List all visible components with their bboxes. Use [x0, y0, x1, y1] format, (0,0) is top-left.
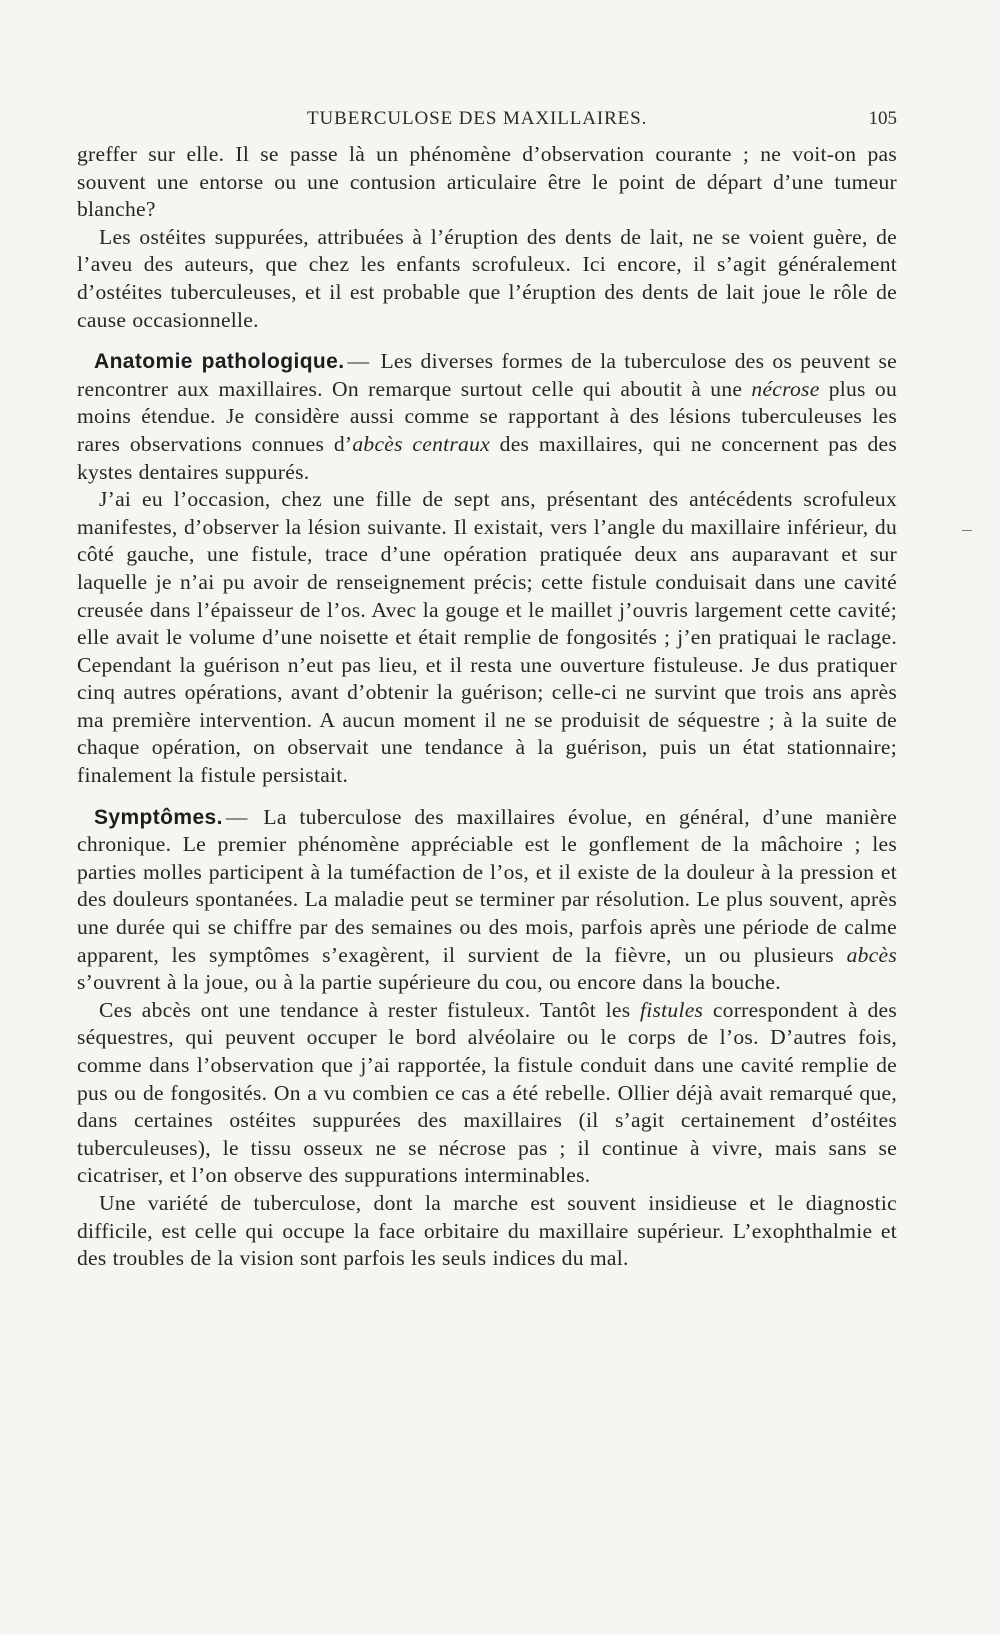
paragraph-continuation: greffer sur elle. Il se passe là un phénomène d’observation courante ; ne voit-on pas souvent une entorse ou une contusion articulaire être le point de départ d’une tumeur blanche? — [77, 142, 897, 222]
symptomes-text-2: s’ouvrent à la joue, ou à la partie supérieure du cou, ou encore dans la bouche. — [77, 970, 781, 995]
section-heading-symptomes: Symptômes. — [94, 805, 223, 829]
section-symptomes — [77, 804, 897, 997]
anatomie-italic-abces: abcès centraux — [352, 431, 490, 456]
body-text — [77, 141, 897, 1273]
heading-dash: — — [347, 349, 370, 374]
anatomie-text-2: plus ou moins étendue. Je considère aussi comme se rapportant à des lésions tuberculeuses les rares observations connues d’ — [77, 376, 897, 456]
margin-mark — [962, 530, 972, 531]
symptomes-text-1: La tuberculose des maxillaires évolue, en général, d’une manière chronique. Le premier phénomène appréciable est le gonflement de la mâchoire ; les parties molles participent à la tuméfaction de l’os, et il existe de la douleur à la pression et des douleurs spontanées. La maladie peut se terminer par résolution. Le plus souvent, après une durée qui se chiffre par des semaines ou des mois, parfois après une période de calme apparent, les symptômes s’exagèrent, il survient de la fièvre, un ou plusieurs — [77, 804, 897, 967]
paragraph-osteites: Les ostéites suppurées, attribuées à l’éruption des dents de lait, ne se voient guère, de l’aveu des auteurs, que chez les enfants scrofuleux. Ici encore, il s’agit généralement d’ostéites tuberculeuses, et il est probable que l’éruption des dents de lait joue le rôle de cause occasionnelle. — [77, 224, 897, 332]
fistules-text-1: Ces abcès ont une tendance à rester fistuleux. Tantôt les — [99, 997, 631, 1022]
anatomie-text-1: Les diverses formes de la tuberculose des os peuvent se rencontrer aux maxillaires. On remarque surtout celle qui aboutit à une — [77, 349, 897, 401]
paragraph-variete: Une variété de tuberculose, dont la marche est souvent insidieuse et le diagnostic difficile, est celle qui occupe la face orbitaire du maxillaire supérieur. L’exophthalmie et des troubles de la vision sont parfois les seuls indices du mal. — [77, 1190, 897, 1271]
section-anatomie-pathologique — [77, 348, 897, 486]
page-number: 105 — [868, 108, 897, 129]
symptomes-italic-abces: abcès — [846, 942, 897, 967]
paragraph-observation: J’ai eu l’occasion, chez une fille de sept ans, présentant des antécédents scrofuleux manifestes, d’observer la lésion suivante. Il existait, vers l’angle du maxillaire inférieur, du côté gauche, une fistule, trace d’une opération pratiquée deux ans auparavant et sur laquelle je n’ai pu avoir de renseignement précis; cette fistule conduisait dans une cavité creusée dans l’épaisseur de l’os. Avec la gouge et le maillet j’ouvris largement cette cavité; elle avait le volume d’une noisette et était remplie de fongosités ; j’en pratiquai le raclage. Cependant la guérison n’eut pas lieu, et il resta une ouverture fistuleuse. Je dus pratiquer cinq autres opérations, avant d’obtenir la guérison; celle-ci ne survint que trois ans après ma première intervention. A aucun moment il ne se produisit de séquestre ; à la suite de chaque opération, on observait une tendance à la guérison, puis un état stationnaire; finalement la fistule persistait. — [77, 487, 897, 788]
fistules-text-2: correspondent à des séquestres, qui peuvent occuper le bord alvéolaire ou le corps de l’os. D’autres fois, comme dans l’observation que j’ai rapportée, la fistule conduit dans une cavité remplie de pus ou de fongosités. On a vu combien ce cas a été rebelle. Ollier déjà avait remarqué que, dans certaines ostéites suppurées des maxillaires (il s’agit certainement d’ostéites tuberculeuses), le tissu osseux ne se nécrose pas ; il continue à vivre, mais sans se cicatriser, et l’on observe des suppurations interminables. — [77, 997, 897, 1188]
running-header — [77, 108, 897, 134]
fistules-italic: fistules — [640, 997, 704, 1022]
paragraph-fistules — [77, 997, 897, 1190]
anatomie-italic-necrose: nécrose — [751, 376, 820, 401]
anatomie-text-3: des maxillaires, qui ne concernent pas des kystes dentaires suppurés. — [77, 431, 897, 484]
section-heading-anatomie: Anatomie pathologique. — [94, 350, 345, 374]
header-title: TUBERCULOSE DES MAXILLAIRES. — [307, 108, 648, 129]
heading-dash: — — [225, 804, 248, 829]
